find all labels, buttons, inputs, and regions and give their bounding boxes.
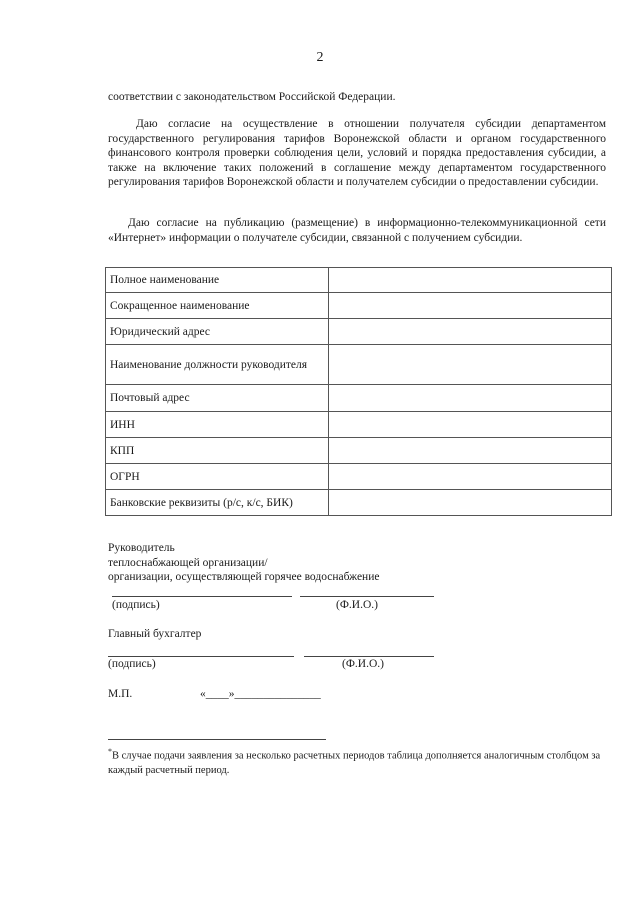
- page-number: 2: [316, 50, 324, 65]
- row-value[interactable]: [329, 464, 612, 490]
- head-signature-line[interactable]: [112, 596, 292, 597]
- row-value[interactable]: [329, 293, 612, 319]
- head-signature-caption: (подпись): [112, 599, 160, 611]
- table-row: [106, 412, 612, 438]
- row-value[interactable]: [329, 412, 612, 438]
- row-value[interactable]: [329, 268, 612, 293]
- seal-label: М.П.: [108, 688, 133, 700]
- head-signature-title: [108, 541, 379, 585]
- head-title-line: Руководитель: [108, 542, 175, 554]
- accountant-name-caption: (Ф.И.О.): [342, 658, 384, 670]
- table-row: [106, 345, 612, 385]
- row-value[interactable]: [329, 490, 612, 516]
- row-label: Наименование должности руководителя: [106, 345, 329, 385]
- date-field[interactable]: «____»_______________: [200, 688, 321, 700]
- row-label: КПП: [106, 438, 329, 464]
- head-title-line: организации, осуществляющей горячее водоснабжение: [108, 571, 380, 583]
- row-value[interactable]: [329, 345, 612, 385]
- table-row: [106, 385, 612, 412]
- table-row: [106, 464, 612, 490]
- row-label: ИНН: [106, 412, 329, 438]
- row-value[interactable]: [329, 438, 612, 464]
- table-row: [106, 293, 612, 319]
- head-name-line[interactable]: [300, 596, 434, 597]
- recipient-info-table: [105, 267, 612, 516]
- row-label: ОГРН: [106, 464, 329, 490]
- row-label: Юридический адрес: [106, 319, 329, 345]
- footnote-divider: [108, 739, 326, 740]
- footnote-marker: *: [108, 747, 112, 756]
- consent-check-paragraph: Даю согласие на осуществление в отношении получателя субсидии департаментом государственного регулирования тарифов Воронежской области и органом государственного финансового контроля проверки соблюдения цели, условий и порядка предоставления субсидии, а также на включение таких положений в соглашение между департаментом государственного регулирования тарифов Воронежской области и получателем субсидии о предоставлении субсидии.: [108, 118, 606, 188]
- row-value[interactable]: [329, 385, 612, 412]
- table-row: [106, 268, 612, 293]
- row-value[interactable]: [329, 319, 612, 345]
- table-row: [106, 319, 612, 345]
- row-label: Сокращенное наименование: [106, 293, 329, 319]
- row-label: Полное наименование: [106, 268, 329, 293]
- consent-publication-paragraph: Даю согласие на публикацию (размещение) в информационно-телекоммуникационной сети «Интернет» информации о получателе субсидии, связанной с получением субсидии.: [108, 217, 606, 244]
- footnote-text: В случае подачи заявления за несколько расчетных периодов таблица дополняется аналогичным столбцом за каждый расчетный период.: [108, 750, 601, 776]
- table-row: [106, 490, 612, 516]
- accountant-title: Главный бухгалтер: [108, 628, 202, 640]
- row-label: Банковские реквизиты (р/с, к/с, БИК): [106, 490, 329, 516]
- head-name-caption: (Ф.И.О.): [336, 599, 378, 611]
- accountant-signature-caption: (подпись): [108, 658, 156, 670]
- footnote: [108, 745, 608, 778]
- row-label: Почтовый адрес: [106, 385, 329, 412]
- table-row: [106, 438, 612, 464]
- continuation-text: соответствии с законодательством Российской Федерации.: [108, 91, 396, 103]
- head-title-line: теплоснабжающей организации/: [108, 556, 268, 569]
